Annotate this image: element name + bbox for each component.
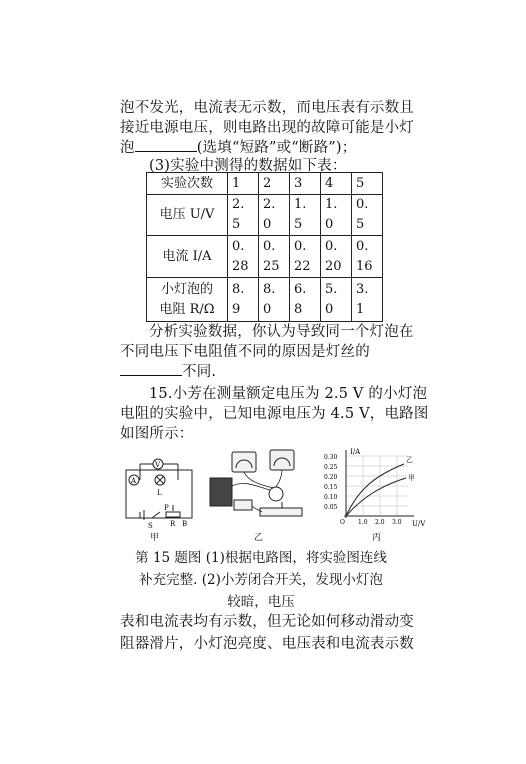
- table-row: [147, 195, 383, 236]
- figure-label-yi: 乙: [254, 533, 264, 543]
- graph-y-tick: 0.05: [324, 504, 338, 511]
- iu-graph: [318, 446, 428, 530]
- circuit-diagram: [120, 450, 198, 534]
- table-cell: 1. 0: [321, 195, 352, 236]
- table-cell: 4: [321, 173, 352, 195]
- analysis-line-2-text: 不同电压下电阻值不同的原因是灯丝的: [120, 344, 370, 360]
- graph-y-tick: 0.25: [324, 464, 338, 471]
- table-cell: 2. 0: [259, 195, 290, 236]
- figure-label-jia: 甲: [150, 533, 160, 543]
- answer-blank-1[interactable]: [135, 137, 197, 152]
- data-table: [146, 172, 383, 322]
- table-cell: 3. 1: [352, 278, 383, 322]
- figure-label-bing: 丙: [372, 533, 382, 543]
- caption-line-1: 第 15 题图 (1)根据电路图，将实验图连线: [135, 550, 387, 566]
- tail-line-2: 阻器滑片，小灯泡亮度、电压表和电流表示数: [120, 636, 414, 652]
- table-cell: 3: [290, 173, 321, 195]
- table-cell: 0. 25: [259, 236, 290, 278]
- graph-y-tick: 0.15: [324, 484, 338, 491]
- table-cell: 5: [352, 173, 383, 195]
- intro-line-1: 泡不发光，电流表无示数，而电压表有示数且: [120, 100, 414, 116]
- intro-line-3-end: (选填“短路”或“断路”)；: [196, 140, 357, 156]
- table-cell: 6. 8: [290, 278, 321, 322]
- graph-x-tick: O: [340, 519, 345, 526]
- q15-line-2: 电阻的实验中，已知电源电压为 4.5 V，电路图: [120, 406, 429, 422]
- q3-label: (3)实验中测得的数据如下表：: [149, 158, 347, 174]
- intro-line-2: 接近电源电压，则电路出现的故障可能是小灯: [120, 120, 414, 136]
- table-cell: 0. 20: [321, 236, 352, 278]
- graph-y-axis-label: I/A: [350, 448, 361, 456]
- caption-line-3: 较暗，电压: [227, 594, 295, 610]
- curve-label-jia: 甲: [408, 474, 415, 482]
- table-row: [147, 278, 383, 322]
- row-header-trial: 实验次数: [147, 173, 228, 195]
- table-cell: 2. 5: [228, 195, 259, 236]
- circuit-label-v: V: [155, 461, 161, 469]
- circuit-label-s: S: [148, 522, 153, 530]
- table-cell: 0. 5: [352, 195, 383, 236]
- apparatus-illustration: [204, 446, 308, 528]
- graph-x-tick: 2.0: [375, 519, 385, 526]
- graph-x-axis-label: U/V: [412, 520, 426, 528]
- graph-x-tick: 1.0: [358, 519, 368, 526]
- table-cell: 2: [259, 173, 290, 195]
- answer-blank-2[interactable]: [120, 361, 182, 376]
- q15-line-1: 15.小芳在测量额定电压为 2.5 V 的小灯泡: [149, 386, 428, 402]
- graph-y-tick: 0.20: [324, 474, 338, 481]
- intro-line-3-start: 泡: [120, 140, 135, 156]
- graph-y-tick: 0.10: [324, 494, 338, 501]
- table-cell: 1. 5: [290, 195, 321, 236]
- row-header-current: 电流 I/A: [147, 236, 228, 278]
- table-cell: 5. 0: [321, 278, 352, 322]
- q15-line-3: 如图所示：: [120, 426, 194, 442]
- row-header-resistance: 小灯泡的 电阻 R/Ω: [147, 278, 228, 322]
- analysis-line-3: [120, 360, 216, 381]
- table-cell: 0. 22: [290, 236, 321, 278]
- caption-line-2: 补充完整. (2)小芳闭合开关，发现小灯泡: [139, 572, 383, 588]
- graph-x-tick: 3.0: [392, 519, 402, 526]
- table-row: [147, 236, 383, 278]
- table-cell: 1: [228, 173, 259, 195]
- analysis-line-2: [120, 340, 370, 361]
- table-cell: 8. 9: [228, 278, 259, 322]
- curve-label-yi: 乙: [406, 456, 413, 464]
- circuit-label-l: L: [157, 489, 162, 497]
- circuit-label-b: B: [182, 520, 188, 528]
- analysis-line-3-text: 不同.: [182, 364, 217, 380]
- table-row: [147, 173, 383, 195]
- tail-line-1: 表和电流表均有示数，但无论如何移动滑动变: [120, 614, 414, 630]
- table-cell: 8. 0: [259, 278, 290, 322]
- circuit-label-r: R: [170, 520, 176, 528]
- row-header-voltage: 电压 U/V: [147, 195, 228, 236]
- circuit-label-p: P: [164, 504, 169, 512]
- table-cell: 0. 16: [352, 236, 383, 278]
- analysis-line-1: 分析实验数据，你认为导致同一个灯泡在: [149, 324, 414, 340]
- circuit-label-a: A: [131, 477, 137, 485]
- table-cell: 0. 28: [228, 236, 259, 278]
- graph-y-tick: 0.30: [324, 454, 338, 461]
